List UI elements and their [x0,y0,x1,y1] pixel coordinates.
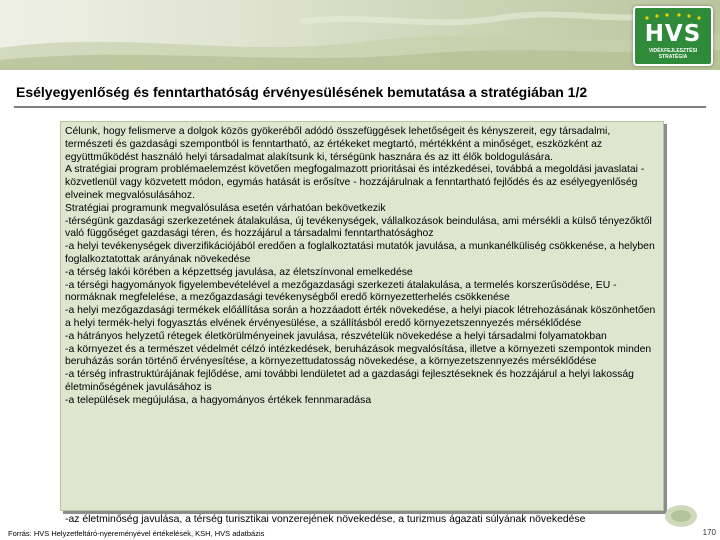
body-text: Célunk, hogy felismerve a dolgok közös gyökeréből adódó összefüggések lehetőségeit és kényszereit, egy társadalmi, természeti és gazdasági szempontból is fenntartható, az értékeket megtartó, mértékként a minőséget, eszközként az együttműködést használó helyi társadalmat alakítsunk ki, térségünk hasznára és az itt élők boldogulására. A stratégiai program problémaelemzést követően megfogalmazott prioritásai és intézkedései, továbbá a megoldási javaslatai - közvetlenül vagy közvetett módon, egymás hatását is erősítve - hozzájárulnak a fenntartható fejlődés és az esélyegyenlőség elveinek megvalósulásához. Stratégiai programunk megvalósulása esetén várhatóan bekövetkezik -térségünk gazdasági szerkezetének átalakulása, új tevékenységek, vállalkozások beindulása, ami mérsékli a külső tényezőktől való függőséget gazdasági téren, és hozzájárul a társadalmi fenntarthatósághoz -a helyi tevékenységek diverzifikációjából eredően a foglalkoztatási mutatók javulása, a munkanélküliség csökkenése, a helyben foglalkoztatottak arányának növekedése -a térség lakói körében a képzettség javulása, az életszínvonal emelkedése -a térségi hagyományok figyelembevételével a mezőgazdasági szerkezeti átalakulása, a termelés korszerűsödése, EU - normáknak megfelelése, a mezőgazdasági tevékenységből eredő környezetterhelés csökkenése -a helyi mezőgazdasági termékek előállítása során a hozzáadott érték növekedése, a helyi piacok létrehozásának köszönhetően a helyi termék-helyi fogyasztás elvének érvényesülése, a szállításból eredő környezetszennyezés mérséklődése -a hátrányos helyzetű rétegek életkörülményeinek javulása, részvételük növekedése a helyi társadalmi folyamatokban -a környezet és a természet védelmét célzó intézkedések, beruházások megvalósítása, illetve a környezeti szempontok minden beruházás során történő érvényesítése, a környezettudatosság növekedése, a környezetszennyezés mérséklődése -a térség infrastruktúrájának fejlődése, ami további lendületet ad a gazdasági fejlesztéseknek és hozzájárul a helyi lakosság életminőségének javulásához is -a települések megújulása, a hagyományos értékek fennmaradása [65,126,656,406]
logo-wordmark: HVS [644,21,702,47]
source-note: Forrás: HVS Helyzetfeltáró-nyereményével értékelések, KSH, HVS adatbázis [8,529,265,538]
landscape-illustration [0,0,720,70]
footer-logo-icon [664,503,698,529]
content-panel [60,121,664,511]
slide-title: Esélyegyenlőség és fenntarthatóság érvényesülésének bemutatása a stratégiában 1/2 [16,84,588,100]
hvs-logo [633,6,713,66]
overflow-bullet: -az életminőség javulása, a térség turisztikai vonzerejének növekedése, a turizmus ágazati súlyának növekedése [65,514,586,525]
header-banner [0,0,720,70]
title-divider [14,106,706,108]
page-number: 170 [702,528,716,537]
logo-subtitle: VIDÉKFEJLESZTÉSI STRATÉGIA [648,48,698,60]
